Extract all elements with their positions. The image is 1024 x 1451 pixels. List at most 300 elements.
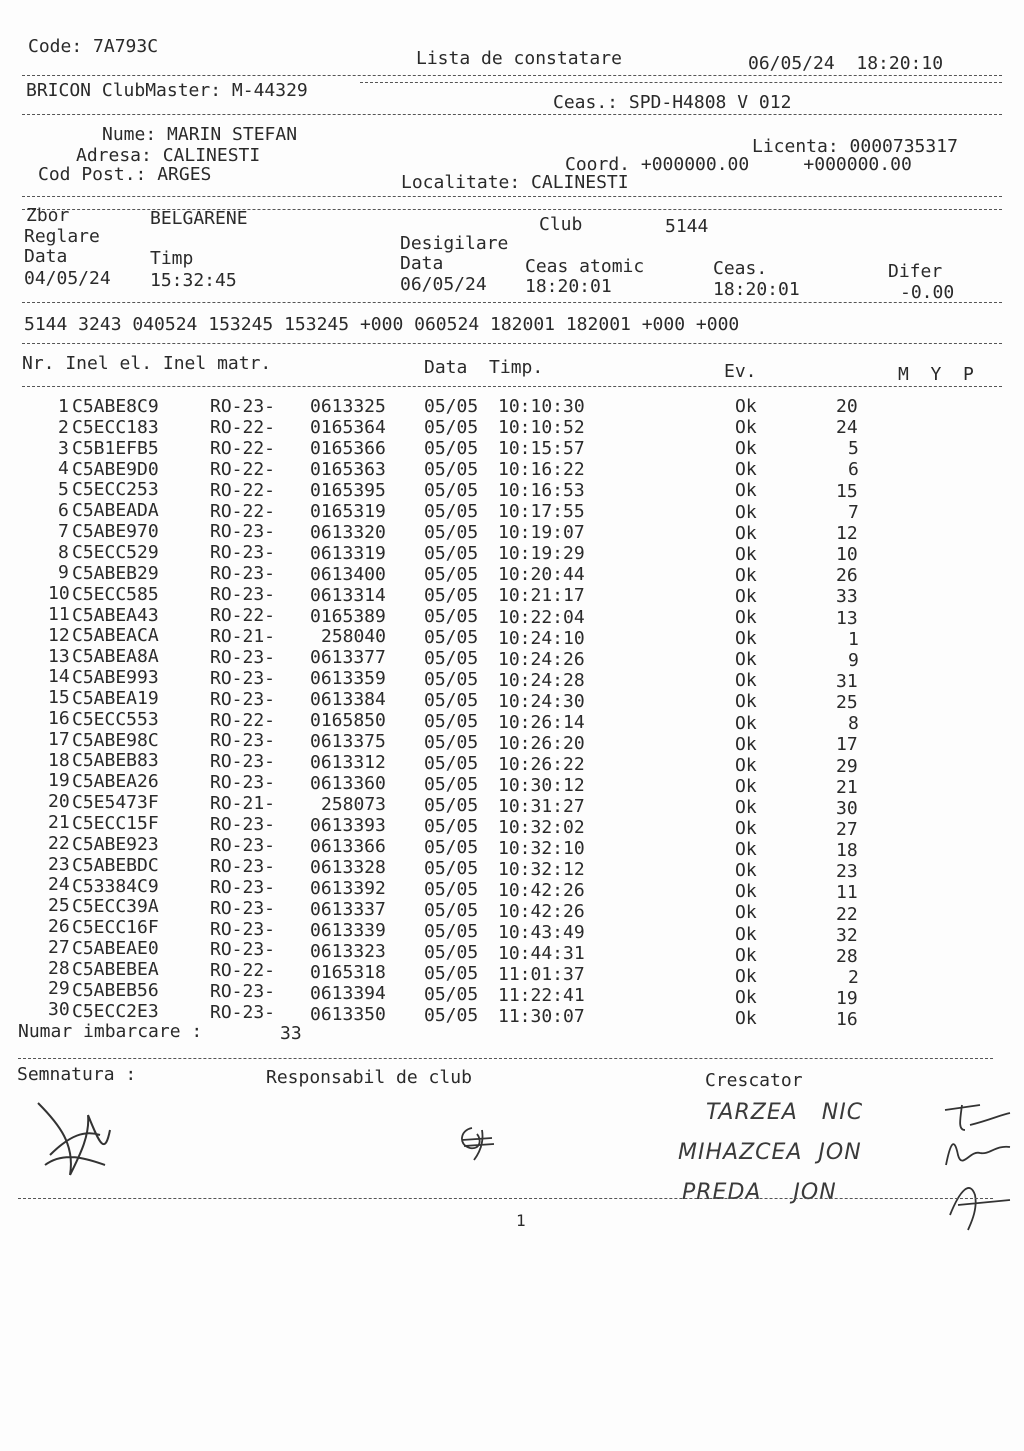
row-time: 10:43:49	[498, 922, 585, 944]
numar-imbarcare-label: Numar imbarcare :	[18, 1021, 203, 1042]
row-number: 10	[48, 583, 70, 605]
row-date: 05/05	[424, 416, 479, 438]
row-ring-prefix: RO-23-	[210, 772, 276, 794]
row-number: 22	[48, 832, 70, 854]
row-position: 16	[836, 1009, 858, 1031]
ceas-label: Ceas.: SPD-H4808 V 012	[553, 92, 792, 113]
row-time: 10:42:26	[498, 901, 585, 923]
divider	[22, 386, 1002, 387]
row-position: 24	[836, 417, 858, 439]
row-ring-number: 258040	[321, 626, 387, 648]
row-ring-prefix: RO-23-	[210, 855, 276, 877]
row-ring-number: 0165389	[310, 605, 386, 627]
row-ring-prefix: RO-22-	[210, 605, 276, 626]
row-number: 9	[58, 562, 69, 584]
owner-license: Licenta: 0000735317	[752, 136, 958, 157]
code-line: 5144 3243 040524 153245 153245 +000 060524 182001 182001 +000 +000	[24, 314, 740, 335]
table-row	[0, 853, 1024, 883]
row-position: 11	[836, 882, 858, 904]
table-row	[0, 564, 1024, 585]
row-number: 21	[48, 812, 70, 833]
handwritten-line-3: PREDA JON	[682, 1180, 837, 1205]
row-time: 10:17:55	[498, 501, 585, 523]
row-ring-prefix: RO-23-	[210, 730, 276, 752]
row-event: Ok	[735, 796, 757, 818]
row-electronic-ring: C5ABEA8A	[72, 646, 159, 668]
table-row	[0, 416, 1024, 440]
table-row	[0, 520, 1024, 544]
owner-postal-code: Cod Post.: ARGES	[38, 164, 212, 185]
row-position: 20	[836, 396, 858, 417]
row-date: 05/05	[424, 941, 479, 963]
row-position: 7	[848, 501, 859, 523]
row-event: Ok	[735, 607, 757, 628]
row-position: 31	[836, 670, 858, 692]
row-time: 10:32:02	[498, 817, 585, 838]
row-date: 05/05	[424, 563, 479, 585]
document-title: Lista de constatare	[416, 48, 622, 69]
row-number: 7	[58, 520, 69, 542]
owner-address: Adresa: CALINESTI	[76, 145, 261, 166]
row-position: 29	[836, 755, 858, 777]
divider	[22, 114, 1002, 115]
row-ring-number: 0165363	[310, 458, 386, 480]
row-time: 10:44:31	[498, 943, 585, 965]
row-number: 29	[48, 978, 70, 1000]
row-event: Ok	[735, 522, 757, 544]
row-event: Ok	[735, 860, 757, 882]
zbor-value: BELGARENE	[150, 208, 248, 229]
ceas-atomic-value: 18:20:01	[525, 276, 612, 297]
row-electronic-ring: C5ABEA26	[72, 771, 159, 793]
row-event: Ok	[735, 628, 757, 650]
row-date: 05/05	[424, 794, 479, 816]
desigilare-data-label: Data	[400, 253, 444, 274]
table-row	[0, 770, 1024, 798]
divider	[22, 196, 1002, 197]
row-date: 05/05	[424, 836, 479, 858]
row-electronic-ring: C5ABE8C9	[72, 396, 159, 417]
row-ring-prefix: RO-23-	[210, 876, 276, 898]
row-electronic-ring: C5ABE993	[72, 667, 159, 689]
divider	[18, 1198, 993, 1199]
ceas-value: 18:20:01	[713, 279, 800, 300]
table-row	[0, 687, 1024, 714]
table-header-myp: M Y P	[898, 364, 974, 385]
table-row	[0, 874, 1024, 904]
row-ring-prefix: RO-23-	[210, 918, 276, 940]
owner-coordinates: Coord. +000000.00 +000000.00	[565, 154, 912, 175]
table-header-ev: Ev.	[724, 361, 757, 382]
row-ring-prefix: RO-23-	[210, 897, 276, 919]
row-number: 25	[48, 895, 70, 917]
header-datetime: 06/05/24 18:20:10	[748, 53, 944, 74]
row-event: Ok	[735, 396, 757, 417]
reglare-timp-label: Timp	[150, 248, 194, 269]
row-ring-prefix: RO-23-	[210, 981, 276, 1003]
row-event: Ok	[735, 649, 757, 671]
row-date: 05/05	[424, 878, 479, 900]
row-position: 13	[836, 607, 858, 629]
row-date: 05/05	[424, 437, 479, 459]
code-label: Code: 7A793C	[28, 36, 159, 57]
row-position: 19	[836, 988, 858, 1010]
zbor-label: Zbor	[26, 205, 70, 226]
row-electronic-ring: C5ABEAE0	[72, 938, 159, 960]
table-row	[0, 708, 1024, 735]
row-number: 17	[48, 728, 70, 750]
row-electronic-ring: C5ABE98C	[72, 729, 159, 751]
row-event: Ok	[735, 902, 757, 924]
row-ring-prefix: RO-23-	[210, 584, 276, 606]
row-event: Ok	[735, 754, 757, 776]
row-date: 05/05	[424, 501, 479, 522]
table-row	[0, 541, 1024, 566]
row-electronic-ring: C5ECC585	[72, 583, 159, 605]
crescator-label: Crescator	[705, 1070, 803, 1091]
table-row	[0, 812, 1024, 840]
row-event: Ok	[735, 417, 757, 439]
row-electronic-ring: C5ABEA43	[72, 604, 159, 626]
row-time: 10:24:28	[498, 669, 585, 691]
row-ring-number: 0613375	[310, 731, 386, 753]
row-event: Ok	[735, 986, 757, 1008]
table-header-nr-inel: Nr. Inel el. Inel matr.	[22, 353, 272, 374]
row-event: Ok	[735, 543, 757, 565]
row-time: 11:01:37	[498, 964, 585, 986]
row-ring-prefix: RO-23-	[210, 939, 276, 961]
row-number: 19	[48, 770, 70, 792]
row-number: 3	[58, 437, 69, 459]
row-ring-prefix: RO-21-	[210, 625, 276, 647]
row-ring-prefix: RO-22-	[210, 437, 276, 459]
row-ring-prefix: RO-23-	[210, 521, 276, 543]
numar-imbarcare-value: 33	[280, 1023, 302, 1044]
row-date: 05/05	[424, 983, 479, 1005]
row-number: 2	[58, 416, 69, 438]
row-number: 1	[58, 396, 69, 417]
divider	[22, 302, 1002, 303]
signature-crescator	[940, 1095, 1020, 1235]
row-position: 33	[836, 586, 858, 608]
table-row	[0, 749, 1024, 777]
row-ring-number: 0165366	[310, 437, 386, 459]
row-number: 5	[58, 479, 69, 501]
table-row	[0, 460, 1024, 481]
row-position: 1	[848, 628, 859, 650]
ceas-atomic-label: Ceas atomic	[525, 256, 645, 277]
row-date: 05/05	[424, 773, 479, 795]
row-ring-number: 0613359	[310, 668, 386, 690]
row-ring-prefix: RO-22-	[210, 458, 276, 480]
row-ring-number: 0613325	[310, 396, 386, 417]
row-date: 05/05	[424, 962, 479, 984]
row-ring-number: 0613400	[310, 563, 386, 585]
row-electronic-ring: C5ABEACA	[72, 625, 159, 647]
row-ring-prefix: RO-23-	[210, 1002, 276, 1024]
row-time: 10:24:10	[498, 627, 585, 649]
row-position: 26	[836, 565, 858, 587]
row-ring-number: 0613384	[310, 689, 386, 711]
row-number: 14	[48, 666, 70, 688]
table-row	[0, 895, 1024, 925]
row-position: 12	[836, 522, 858, 544]
row-event: Ok	[735, 944, 757, 966]
row-date: 05/05	[424, 899, 479, 921]
row-electronic-ring: C5ABE923	[72, 833, 159, 855]
club-label: Club	[539, 214, 583, 235]
row-ring-prefix: RO-22-	[210, 709, 276, 731]
row-date: 05/05	[424, 711, 479, 732]
row-ring-prefix: RO-23-	[210, 834, 276, 856]
row-time: 10:32:10	[498, 838, 585, 860]
divider	[22, 343, 1002, 344]
row-electronic-ring: C5B1EFB5	[72, 437, 159, 459]
row-electronic-ring: C5ABEBEA	[72, 958, 159, 980]
row-number: 13	[48, 645, 70, 667]
row-number: 30	[48, 999, 70, 1021]
row-electronic-ring: C5ABEB29	[72, 562, 159, 584]
row-number: 28	[48, 957, 70, 979]
row-time: 10:26:22	[498, 753, 585, 775]
table-row	[0, 437, 1024, 461]
owner-name: Nume: MARIN STEFAN	[102, 124, 298, 145]
row-position: 8	[848, 713, 859, 735]
row-date: 05/05	[424, 731, 479, 753]
row-time: 10:26:20	[498, 732, 585, 754]
row-event: Ok	[735, 733, 757, 755]
row-position: 9	[848, 649, 859, 671]
row-event: Ok	[735, 480, 757, 502]
row-time: 10:20:44	[498, 564, 585, 586]
row-event: Ok	[735, 564, 757, 586]
row-ring-prefix: RO-23-	[210, 814, 276, 835]
row-ring-number: 0613377	[310, 647, 386, 669]
responsabil-label: Responsabil de club	[266, 1067, 472, 1088]
table-row	[0, 978, 1024, 1010]
row-date: 05/05	[424, 606, 479, 627]
row-event: Ok	[735, 501, 757, 523]
row-ring-number: 0613323	[310, 940, 386, 962]
row-position: 15	[836, 480, 858, 502]
row-ring-number: 0165364	[310, 416, 386, 438]
row-position: 18	[836, 840, 858, 862]
divider	[22, 75, 1002, 76]
row-position: 10	[836, 544, 858, 566]
row-number: 6	[58, 500, 69, 521]
row-time: 10:30:12	[498, 774, 585, 796]
row-event: Ok	[735, 670, 757, 692]
table-row	[0, 585, 1024, 606]
row-ring-prefix: RO-21-	[210, 793, 276, 815]
reglare-data-value: 04/05/24	[24, 268, 111, 289]
row-ring-number: 0613320	[310, 521, 386, 543]
handwritten-line-1: TARZEA NIC	[706, 1100, 864, 1125]
row-number: 23	[48, 853, 70, 875]
row-time: 11:30:07	[498, 1006, 585, 1028]
row-date: 05/05	[424, 816, 479, 837]
row-electronic-ring: C5ECC16F	[72, 917, 159, 939]
row-number: 18	[48, 749, 70, 771]
row-date: 05/05	[424, 1004, 479, 1026]
reglare-timp-value: 15:32:45	[150, 270, 237, 291]
row-date: 05/05	[424, 626, 479, 648]
row-ring-number: 0613312	[310, 752, 386, 774]
divider	[360, 82, 1002, 83]
row-number: 20	[48, 791, 70, 813]
row-date: 05/05	[424, 689, 479, 711]
row-ring-number: 0613350	[310, 1003, 386, 1025]
row-date: 05/05	[424, 752, 479, 774]
row-electronic-ring: C5ABEADA	[72, 500, 159, 522]
row-event: Ok	[735, 459, 757, 481]
table-row	[0, 728, 1024, 756]
signature-semnatura	[30, 1095, 140, 1185]
row-ring-number: 0613366	[310, 835, 386, 857]
row-date: 05/05	[424, 857, 479, 879]
row-ring-prefix: RO-23-	[210, 563, 276, 585]
desigilare-data-value: 06/05/24	[400, 274, 487, 295]
row-time: 10:19:07	[498, 522, 585, 544]
divider	[18, 1058, 993, 1059]
row-electronic-ring: C5ABEB56	[72, 979, 159, 1001]
row-time: 10:10:52	[498, 417, 585, 439]
row-position: 22	[836, 903, 858, 925]
table-row	[0, 666, 1024, 692]
row-time: 10:24:26	[498, 648, 585, 670]
row-electronic-ring: C5ECC553	[72, 708, 159, 730]
row-number: 15	[48, 687, 70, 709]
row-position: 5	[848, 438, 859, 460]
row-time: 11:22:41	[498, 985, 585, 1007]
row-time: 10:19:29	[498, 543, 585, 565]
row-event: Ok	[735, 712, 757, 734]
row-ring-number: 0613392	[310, 877, 386, 899]
reglare-label: Reglare	[24, 226, 100, 247]
row-position: 23	[836, 861, 858, 883]
row-ring-number: 0165850	[310, 710, 386, 732]
row-date: 05/05	[424, 396, 479, 417]
row-ring-number: 0613314	[310, 584, 386, 606]
row-time: 10:21:17	[498, 585, 585, 607]
ceas-short-label: Ceas.	[713, 258, 768, 279]
row-ring-prefix: RO-23-	[210, 688, 276, 710]
row-electronic-ring: C5ECC253	[72, 479, 159, 501]
table-row	[0, 624, 1024, 650]
reglare-data-label: Data	[24, 246, 68, 267]
row-position: 27	[836, 819, 858, 840]
table-row	[0, 481, 1024, 502]
row-electronic-ring: C5E5473F	[72, 792, 159, 814]
row-date: 05/05	[424, 458, 479, 480]
row-position: 21	[836, 776, 858, 798]
row-ring-prefix: RO-23-	[210, 396, 276, 417]
row-electronic-ring: C5ECC529	[72, 541, 159, 563]
row-time: 10:22:04	[498, 606, 585, 628]
row-event: Ok	[735, 438, 757, 460]
row-electronic-ring: C53384C9	[72, 875, 159, 897]
row-electronic-ring: C5ABEB83	[72, 750, 159, 772]
row-ring-number: 0165319	[310, 500, 386, 522]
row-position: 6	[848, 459, 859, 481]
row-position: 30	[836, 797, 858, 819]
row-date: 05/05	[424, 479, 479, 501]
row-time: 10:10:30	[498, 396, 585, 417]
row-date: 05/05	[424, 668, 479, 690]
row-event: Ok	[735, 585, 757, 607]
row-number: 24	[48, 874, 70, 896]
table-row	[0, 398, 1024, 419]
page-number: 1	[516, 1211, 526, 1230]
row-position: 28	[836, 945, 858, 967]
row-ring-prefix: RO-22-	[210, 960, 276, 982]
row-time: 10:24:30	[498, 690, 585, 712]
row-event: Ok	[735, 691, 757, 713]
row-ring-number: 0613337	[310, 898, 386, 920]
row-electronic-ring: C5ECC2E3	[72, 1000, 159, 1022]
row-ring-number: 0613360	[310, 773, 386, 795]
row-electronic-ring: C5ECC39A	[72, 896, 159, 918]
semnatura-label: Semnatura :	[17, 1064, 137, 1085]
row-electronic-ring: C5ABEBDC	[72, 854, 159, 876]
row-event: Ok	[735, 965, 757, 987]
row-time: 10:15:57	[498, 438, 585, 460]
row-ring-number: 0165318	[310, 961, 386, 983]
row-event: Ok	[735, 923, 757, 945]
row-ring-prefix: RO-22-	[210, 479, 276, 501]
row-number: 12	[48, 624, 70, 646]
table-row	[0, 502, 1024, 523]
table-row	[0, 832, 1024, 862]
row-ring-prefix: RO-23-	[210, 751, 276, 773]
row-ring-number: 0165395	[310, 479, 386, 501]
difer-label: Difer	[888, 261, 943, 282]
row-number: 4	[58, 458, 69, 480]
row-ring-prefix: RO-22-	[210, 416, 276, 438]
row-event: Ok	[735, 775, 757, 797]
row-ring-number: 0613328	[310, 856, 386, 878]
row-number: 27	[48, 936, 70, 958]
row-time: 10:32:12	[498, 859, 585, 881]
row-time: 10:16:53	[498, 480, 585, 502]
table-row	[0, 645, 1024, 671]
row-number: 26	[48, 916, 70, 937]
row-ring-number: 0613339	[310, 919, 386, 941]
row-ring-prefix: RO-23-	[210, 542, 276, 564]
row-electronic-ring: C5ABE970	[72, 521, 159, 543]
row-position: 17	[836, 734, 858, 756]
row-ring-prefix: RO-22-	[210, 500, 276, 522]
row-position: 32	[836, 924, 858, 946]
table-row	[0, 606, 1024, 627]
row-number: 16	[48, 708, 70, 729]
row-electronic-ring: C5ECC183	[72, 416, 159, 438]
row-event: Ok	[735, 881, 757, 903]
row-time: 10:42:26	[498, 880, 585, 902]
table-row	[0, 936, 1024, 967]
signature-responsabil	[452, 1120, 502, 1165]
row-position: 25	[836, 692, 858, 714]
row-date: 05/05	[424, 921, 479, 942]
row-time: 10:16:22	[498, 459, 585, 481]
row-date: 05/05	[424, 584, 479, 606]
row-ring-number: 0613319	[310, 542, 386, 564]
table-row	[0, 916, 1024, 946]
row-date: 05/05	[424, 521, 479, 543]
desigilare-label: Desigilare	[400, 233, 509, 254]
owner-locality: Localitate: CALINESTI	[401, 172, 629, 193]
row-date: 05/05	[424, 542, 479, 564]
